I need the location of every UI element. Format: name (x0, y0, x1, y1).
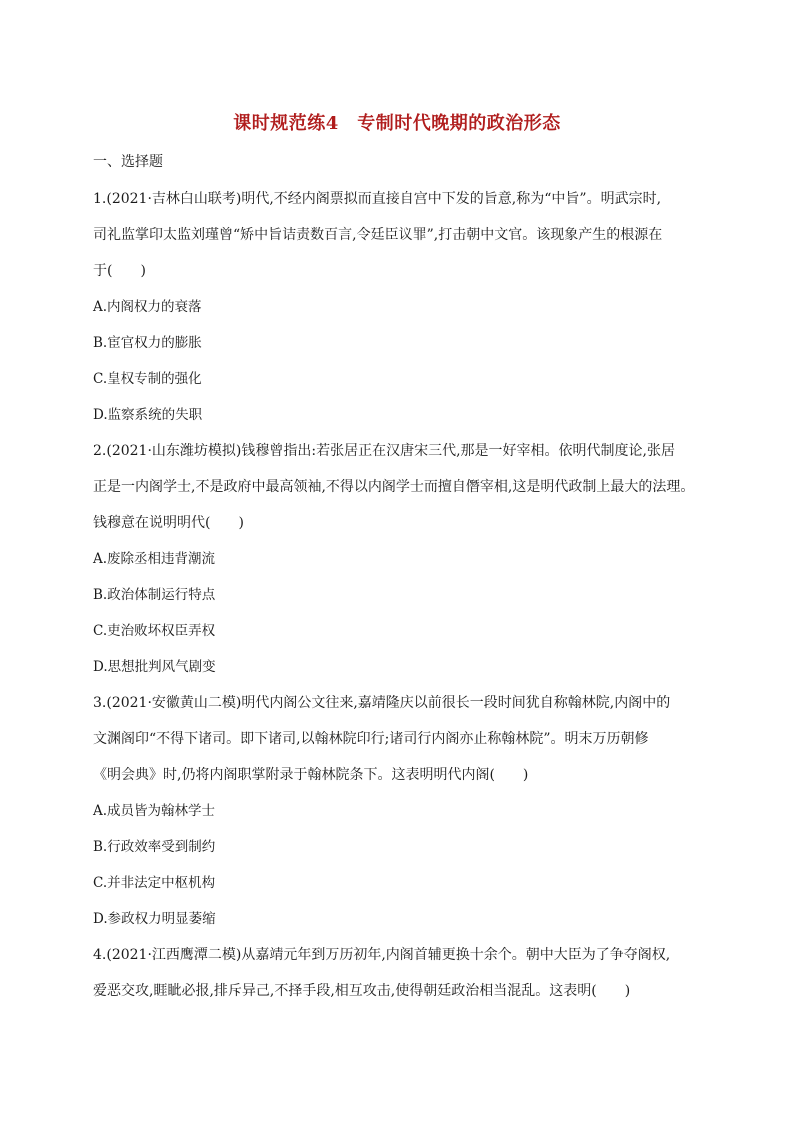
question-3-line-1: 3.(2021·安徽黄山二模)明代内阁公文往来,嘉靖隆庆以前很长一段时间犹自称翰林院,内阁中的 (93, 695, 671, 711)
question-2-option-b: B.政治体制运行特点 (93, 587, 216, 603)
question-1-option-c: C.皇权专制的强化 (93, 371, 202, 387)
question-2-line-3: 钱穆意在说明明代( ) (93, 515, 244, 531)
question-2-line-2: 正是一内阁学士,不是政府中最高领袖,不得以内阁学士而擅自僭宰相,这是明代政制上最大的法理。 (93, 479, 695, 495)
question-3-line-3: 《明会典》时,仍将内阁职掌附录于翰林院条下。这表明明代内阁( ) (93, 767, 529, 783)
question-3-option-c: C.并非法定中枢机构 (93, 875, 216, 891)
question-1-line-2: 司礼监掌印太监刘瑾曾“矫中旨诘责数百言,令廷臣议罪”,打击朝中文官。该现象产生的根源在 (93, 227, 663, 243)
question-3-option-a: A.成员皆为翰林学士 (93, 803, 216, 819)
question-1-option-b: B.宦官权力的膨胀 (93, 335, 202, 351)
section-heading: 一、选择题 (93, 154, 163, 170)
question-2-option-a: A.废除丞相违背潮流 (93, 551, 216, 567)
question-3-line-2: 文渊阁印“不得下诸司。即下诸司,以翰林院印行;诸司行内阁亦止称翰林院”。明末万历朝修 (93, 731, 649, 747)
question-3-option-d: D.参政权力明显萎缩 (93, 911, 216, 927)
question-1-line-1: 1.(2021·吉林白山联考)明代,不经内阁票拟而直接自宫中下发的旨意,称为“中旨”。明武宗时, (93, 191, 662, 207)
page-title: 课时规范练4 专制时代晚期的政治形态 (233, 113, 561, 134)
question-2-option-c: C.吏治败坏权臣弄权 (93, 623, 216, 639)
question-4-line-2: 爱恶交攻,睚眦必报,排斥异己,不择手段,相互攻击,使得朝廷政治相当混乱。这表明( ) (93, 983, 631, 999)
question-2-line-1: 2.(2021·山东潍坊模拟)钱穆曾指出:若张居正在汉唐宋三代,那是一好宰相。依明代制度论,张居 (93, 443, 675, 459)
question-1-option-a: A.内阁权力的衰落 (93, 299, 202, 315)
question-2-option-d: D.思想批判风气剧变 (93, 659, 216, 675)
question-1-option-d: D.监察系统的失职 (93, 407, 203, 423)
question-4-line-1: 4.(2021·江西鹰潭二模)从嘉靖元年到万历初年,内阁首辅更换十余个。朝中大臣为了争夺阁权, (93, 947, 671, 963)
question-3-option-b: B.行政效率受到制约 (93, 839, 216, 855)
question-1-line-3: 于( ) (93, 263, 146, 279)
